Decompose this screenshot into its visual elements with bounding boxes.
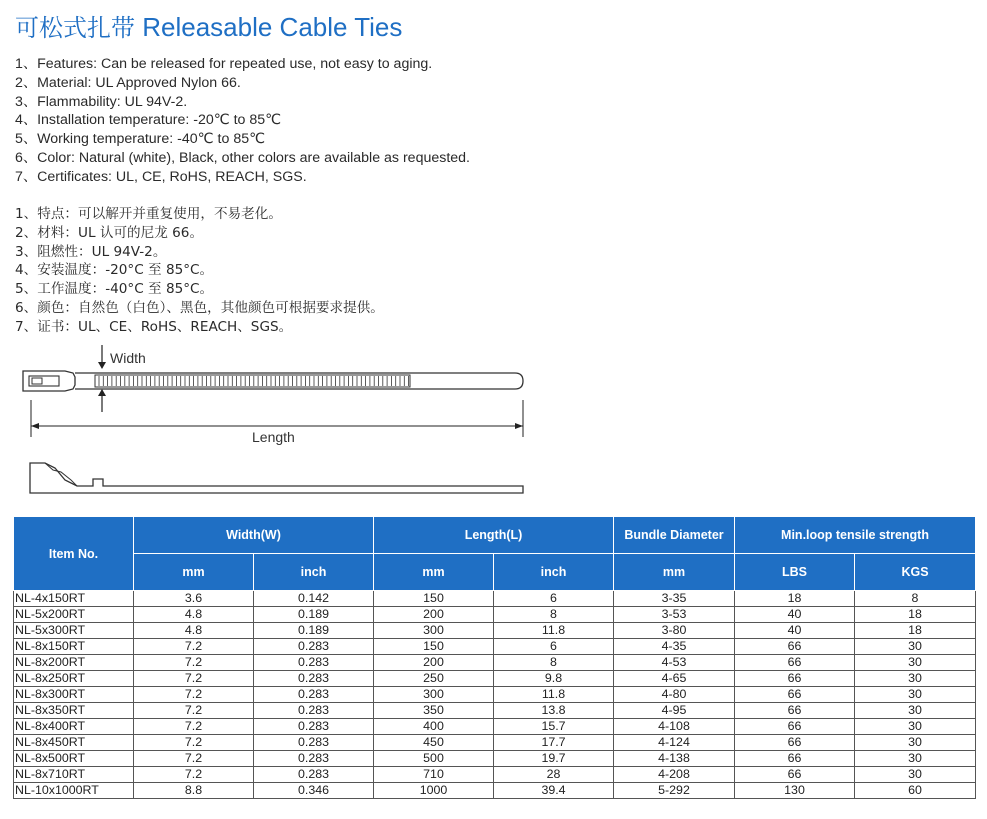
table-cell: 4-65 <box>614 671 735 687</box>
table-row <box>14 591 976 607</box>
table-cell: 0.283 <box>254 703 374 719</box>
table-cell: 18 <box>855 623 976 639</box>
table-cell: 4.8 <box>134 607 254 623</box>
item-number-cell: NL-8x300RT <box>14 687 134 703</box>
subheader-width-inch: inch <box>254 554 374 591</box>
table-cell: 0.283 <box>254 735 374 751</box>
table-cell: 3.6 <box>134 591 254 607</box>
spec-table-body <box>14 591 976 799</box>
table-cell: 7.2 <box>134 735 254 751</box>
table-cell: 11.8 <box>494 623 614 639</box>
table-cell: 4-80 <box>614 687 735 703</box>
table-row <box>14 639 976 655</box>
header-tensile-strength: Min.loop tensile strength <box>735 517 976 554</box>
header-length: Length(L) <box>374 517 614 554</box>
table-cell: 300 <box>374 687 494 703</box>
table-cell: 4-138 <box>614 751 735 767</box>
header-bundle-diameter: Bundle Diameter <box>614 517 735 554</box>
table-cell: 66 <box>735 703 855 719</box>
item-number-cell: NL-5x200RT <box>14 607 134 623</box>
spec-table <box>13 516 976 799</box>
table-cell: 300 <box>374 623 494 639</box>
table-row <box>14 623 976 639</box>
feature-line: 2、材料：UL 认可的尼龙 66。 <box>15 224 204 241</box>
table-cell: 0.346 <box>254 783 374 799</box>
table-cell: 8 <box>494 655 614 671</box>
cable-tie-drawing <box>15 340 535 505</box>
table-cell: 30 <box>855 687 976 703</box>
table-cell: 0.283 <box>254 655 374 671</box>
table-cell: 400 <box>374 719 494 735</box>
item-number-cell: NL-8x500RT <box>14 751 134 767</box>
table-cell: 11.8 <box>494 687 614 703</box>
feature-line: 4、Installation temperature: -20℃ to 85℃ <box>15 112 282 129</box>
item-number-cell: NL-8x200RT <box>14 655 134 671</box>
table-cell: 130 <box>735 783 855 799</box>
feature-line: 7、Certificates: UL, CE, RoHS, REACH, SGS. <box>15 168 307 185</box>
table-cell: 0.283 <box>254 671 374 687</box>
table-row <box>14 767 976 783</box>
feature-line: 1、Features: Can be released for repeated use, not easy to aging. <box>15 56 433 72</box>
table-cell: 3-53 <box>614 607 735 623</box>
table-cell: 18 <box>855 607 976 623</box>
table-cell: 66 <box>735 639 855 655</box>
length-label: Length <box>252 429 295 445</box>
table-cell: 150 <box>374 591 494 607</box>
table-cell: 13.8 <box>494 703 614 719</box>
table-cell: 30 <box>855 735 976 751</box>
table-cell: 66 <box>735 671 855 687</box>
table-cell: 4.8 <box>134 623 254 639</box>
table-cell: 4-95 <box>614 703 735 719</box>
table-cell: 0.189 <box>254 623 374 639</box>
table-cell: 0.189 <box>254 607 374 623</box>
table-cell: 200 <box>374 607 494 623</box>
table-cell: 4-53 <box>614 655 735 671</box>
item-number-cell: NL-4x150RT <box>14 591 134 607</box>
cable-tie-diagram <box>15 340 535 505</box>
table-row <box>14 719 976 735</box>
table-cell: 7.2 <box>134 719 254 735</box>
features-english <box>15 55 470 187</box>
table-cell: 450 <box>374 735 494 751</box>
table-row <box>14 671 976 687</box>
feature-line: 3、阻燃性：UL 94V-2。 <box>15 243 167 260</box>
table-cell: 18 <box>735 591 855 607</box>
table-cell: 39.4 <box>494 783 614 799</box>
item-number-cell: NL-5x300RT <box>14 623 134 639</box>
table-cell: 0.283 <box>254 687 374 703</box>
table-cell: 30 <box>855 767 976 783</box>
item-number-cell: NL-8x150RT <box>14 639 134 655</box>
title-chinese: 可松式扎带 <box>15 14 135 42</box>
table-cell: 40 <box>735 623 855 639</box>
table-cell: 19.7 <box>494 751 614 767</box>
table-cell: 9.8 <box>494 671 614 687</box>
table-cell: 0.283 <box>254 639 374 655</box>
table-cell: 66 <box>735 687 855 703</box>
table-cell: 30 <box>855 751 976 767</box>
table-cell: 8.8 <box>134 783 254 799</box>
table-cell: 30 <box>855 655 976 671</box>
table-cell: 17.7 <box>494 735 614 751</box>
table-cell: 7.2 <box>134 687 254 703</box>
table-cell: 7.2 <box>134 751 254 767</box>
table-row <box>14 735 976 751</box>
feature-line: 4、安装温度：-20°C 至 85°C。 <box>15 262 214 279</box>
table-cell: 3-35 <box>614 591 735 607</box>
table-cell: 28 <box>494 767 614 783</box>
table-cell: 7.2 <box>134 639 254 655</box>
item-number-cell: NL-8x400RT <box>14 719 134 735</box>
item-number-cell: NL-10x1000RT <box>14 783 134 799</box>
table-row <box>14 703 976 719</box>
feature-line: 1、特点：可以解开并重复使用，不易老化。 <box>15 206 282 222</box>
table-cell: 0.142 <box>254 591 374 607</box>
feature-line: 7、证书：UL、CE、RoHS、REACH、SGS。 <box>15 318 293 335</box>
table-row <box>14 655 976 671</box>
table-cell: 4-208 <box>614 767 735 783</box>
table-cell: 1000 <box>374 783 494 799</box>
header-width: Width(W) <box>134 517 374 554</box>
table-cell: 7.2 <box>134 703 254 719</box>
feature-line: 3、Flammability: UL 94V-2. <box>15 93 188 110</box>
table-cell: 3-80 <box>614 623 735 639</box>
title-english: Releasable Cable Ties <box>142 12 403 42</box>
subheader-bundle-mm: mm <box>614 554 735 591</box>
feature-line: 6、颜色：自然色（白色）、黑色，其他颜色可根据要求提供。 <box>15 299 384 316</box>
item-number-cell: NL-8x350RT <box>14 703 134 719</box>
table-cell: 4-108 <box>614 719 735 735</box>
table-cell: 0.283 <box>254 719 374 735</box>
feature-line: 5、Working temperature: -40℃ to 85℃ <box>15 131 266 148</box>
table-cell: 40 <box>735 607 855 623</box>
table-cell: 8 <box>494 607 614 623</box>
table-cell: 7.2 <box>134 767 254 783</box>
table-cell: 15.7 <box>494 719 614 735</box>
subheader-width-mm: mm <box>134 554 254 591</box>
table-row <box>14 607 976 623</box>
feature-line: 2、Material: UL Approved Nylon 66. <box>15 74 241 91</box>
table-cell: 250 <box>374 671 494 687</box>
table-row <box>14 687 976 703</box>
table-cell: 5-292 <box>614 783 735 799</box>
table-cell: 8 <box>855 591 976 607</box>
table-cell: 30 <box>855 671 976 687</box>
table-cell: 710 <box>374 767 494 783</box>
page-title <box>15 8 402 43</box>
table-cell: 66 <box>735 767 855 783</box>
table-cell: 30 <box>855 703 976 719</box>
table-cell: 6 <box>494 591 614 607</box>
subheader-kgs: KGS <box>855 554 976 591</box>
feature-line: 5、工作温度：-40°C 至 85°C。 <box>15 281 214 298</box>
table-cell: 60 <box>855 783 976 799</box>
feature-line: 6、Color: Natural (white), Black, other colors are available as requested. <box>15 149 470 166</box>
table-cell: 30 <box>855 639 976 655</box>
table-cell: 0.283 <box>254 767 374 783</box>
table-cell: 30 <box>855 719 976 735</box>
table-cell: 0.283 <box>254 751 374 767</box>
table-cell: 150 <box>374 639 494 655</box>
subheader-length-inch: inch <box>494 554 614 591</box>
table-cell: 4-35 <box>614 639 735 655</box>
table-cell: 66 <box>735 655 855 671</box>
table-row <box>14 783 976 799</box>
table-cell: 6 <box>494 639 614 655</box>
table-cell: 4-124 <box>614 735 735 751</box>
table-cell: 66 <box>735 719 855 735</box>
item-number-cell: NL-8x710RT <box>14 767 134 783</box>
features-chinese <box>15 205 384 337</box>
table-cell: 200 <box>374 655 494 671</box>
subheader-lbs: LBS <box>735 554 855 591</box>
table-cell: 7.2 <box>134 671 254 687</box>
strap-teeth <box>99 376 409 386</box>
header-item-no: Item No. <box>14 517 134 591</box>
table-cell: 350 <box>374 703 494 719</box>
item-number-cell: NL-8x250RT <box>14 671 134 687</box>
table-cell: 500 <box>374 751 494 767</box>
table-cell: 7.2 <box>134 655 254 671</box>
table-row <box>14 751 976 767</box>
table-cell: 66 <box>735 751 855 767</box>
item-number-cell: NL-8x450RT <box>14 735 134 751</box>
width-label: Width <box>110 350 146 366</box>
table-cell: 66 <box>735 735 855 751</box>
subheader-length-mm: mm <box>374 554 494 591</box>
